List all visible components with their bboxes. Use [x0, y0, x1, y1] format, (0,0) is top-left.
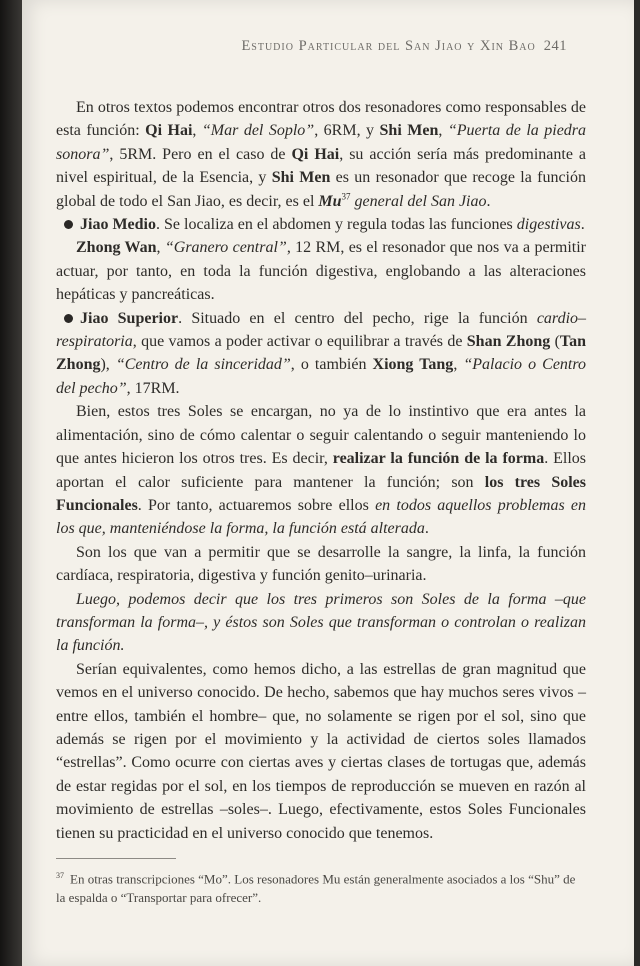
text-run: ,	[438, 122, 448, 140]
term-cardio: cardio–respiratoria	[56, 309, 587, 351]
term-jiao-medio: Jiao Medio	[80, 216, 156, 234]
footnote-divider	[56, 858, 176, 859]
paragraph-3	[56, 236, 586, 306]
term-digestivas: digestivas	[516, 216, 581, 234]
bullet-icon	[64, 314, 73, 323]
text-run: (	[550, 333, 560, 351]
text-run: .	[580, 216, 585, 234]
paragraph-6: Son los que van a permitir que se desarrolle la sangre, la linfa, la función cardíaca, respiratoria, digestiva y función genito–urinaria.	[56, 543, 586, 585]
term-mu: Mu	[318, 192, 342, 210]
term-zhong-wan: Zhong Wan	[76, 239, 157, 257]
text-run: , 5RM. Pero en el caso de	[109, 145, 292, 163]
text-run: , su acción sería más predominante a nivel espiritual, de la Esencia, y	[56, 145, 587, 187]
body-text	[56, 96, 586, 845]
book-page	[22, 0, 634, 966]
text-run: , que vamos a poder activar o equilibrar a través de	[132, 333, 467, 351]
term-granero: “Granero central”	[164, 239, 287, 257]
text-run: ,	[453, 356, 464, 374]
text-run: , o también	[290, 356, 373, 374]
running-title: Estudio Particular del San Jiao y Xin Bao	[241, 38, 536, 54]
paragraph-8: Serían equivalentes, como hemos dicho, a las estrellas de gran magnitud que vemos en el universo conocido. De hecho, sabemos que hay muchos seres vivos –entre ellos, también el hombre– que, no solamente se rigen por el sol, sino que además se rigen por el movimiento y la actividad de ciertos soles llamados “estrellas”. Como ocurre con ciertas aves y ciertas clases de tortugas que, además de estar regidas por el sol, en los tiempos de reproducción se mueven en razón al movimiento de estrellas –soles–. Luego, efectivamente, estos Soles Funcionales tienen su practicidad en el universo conocido que tenemos.	[56, 660, 586, 842]
text-run: Bien, estos tres Soles se encargan, no ya de lo instintivo que era antes la alimentación, sino de cómo calentar o seguir calentando o seguir manteniendo lo que antes hicieron los otros tres. Es decir,	[56, 403, 586, 468]
paragraph-7	[56, 588, 586, 658]
text-run: . Se localiza en el abdomen y regula todas las funciones	[156, 216, 517, 234]
footnote-reference[interactable]: 37	[341, 191, 351, 202]
page-number: 241	[543, 38, 567, 54]
term-mar-del-soplo: “Mar del Soplo”	[201, 122, 315, 140]
term-centro: “Centro de la sinceridad”	[115, 356, 291, 374]
text-run: . Situado en el centro del pecho, rige la función	[178, 309, 537, 327]
footnote	[56, 866, 586, 907]
text-run: En otros textos podemos encontrar otros dos resonadores como responsables de esta función:	[56, 99, 586, 140]
text-run: .	[486, 192, 491, 210]
term-tan-zhong: Tan Zhong	[56, 333, 587, 374]
term-puerta: “Puerta de la piedra sonora”	[56, 122, 587, 163]
running-header	[222, 38, 567, 55]
text-run: es un resonador que recoge la función global de todo el San Jiao, es decir, es el	[56, 169, 587, 210]
text-run: .	[424, 520, 429, 538]
paragraph-jiao-medio	[56, 213, 586, 236]
term-palacio: “Palacio o Centro del pecho”	[56, 356, 587, 397]
term-xiong-tang: Xiong Tang	[372, 356, 454, 374]
term-soles-funcionales: los tres Soles Funcionales	[56, 473, 587, 514]
paragraph-jiao-superior	[56, 307, 586, 401]
term-qi-hai: Qi Hai	[291, 145, 340, 163]
text-run: . Por tanto, actuaremos sobre ellos	[137, 496, 376, 514]
text-run: ,	[192, 122, 202, 140]
italic-phrase: en todos aquellos problemas en los que, manteniéndose la forma, la función está alterada	[56, 496, 586, 538]
text-run: , 6RM, y	[314, 122, 380, 140]
term-realizar-funcion: realizar la función de la forma	[332, 450, 545, 468]
term-shi-men: Shi Men	[379, 122, 439, 140]
term-qi-hai: Qi Hai	[145, 122, 193, 140]
term-jiao-superior: Jiao Superior	[80, 309, 179, 327]
footnote-number: 37	[56, 871, 64, 880]
text-run: . Ellos aportan el calor suficiente para mantener la función; son	[56, 450, 587, 491]
footnote-text: En otras transcripciones “Mo”. Los resonadores Mu están generalmente asociados a los “Shu” de la espalda o “Transportar para ofrecer”.	[56, 871, 576, 906]
term-shan-zhong: Shan Zhong	[466, 333, 551, 351]
text-run: ,	[156, 239, 165, 257]
paragraph-1	[56, 96, 586, 213]
text-run: , 12 RM, es el resonador que nos va a permitir actuar, por tanto, en toda la función digestiva, englobando a las alteraciones hepáticas y pancreáticas.	[56, 239, 587, 304]
book-gutter	[0, 0, 22, 966]
italic-paragraph: Luego, podemos decir que los tres primeros son Soles de la forma –que transforman la forma–, y éstos son Soles que transforman o controlan o realizan la función.	[56, 590, 586, 655]
paragraph-5	[56, 400, 586, 540]
bullet-icon	[64, 220, 73, 229]
text-run: ),	[100, 356, 116, 374]
term-shi-men: Shi Men	[271, 169, 331, 187]
term-general: general del San Jiao	[350, 192, 487, 210]
text-run: , 17RM.	[126, 379, 180, 397]
